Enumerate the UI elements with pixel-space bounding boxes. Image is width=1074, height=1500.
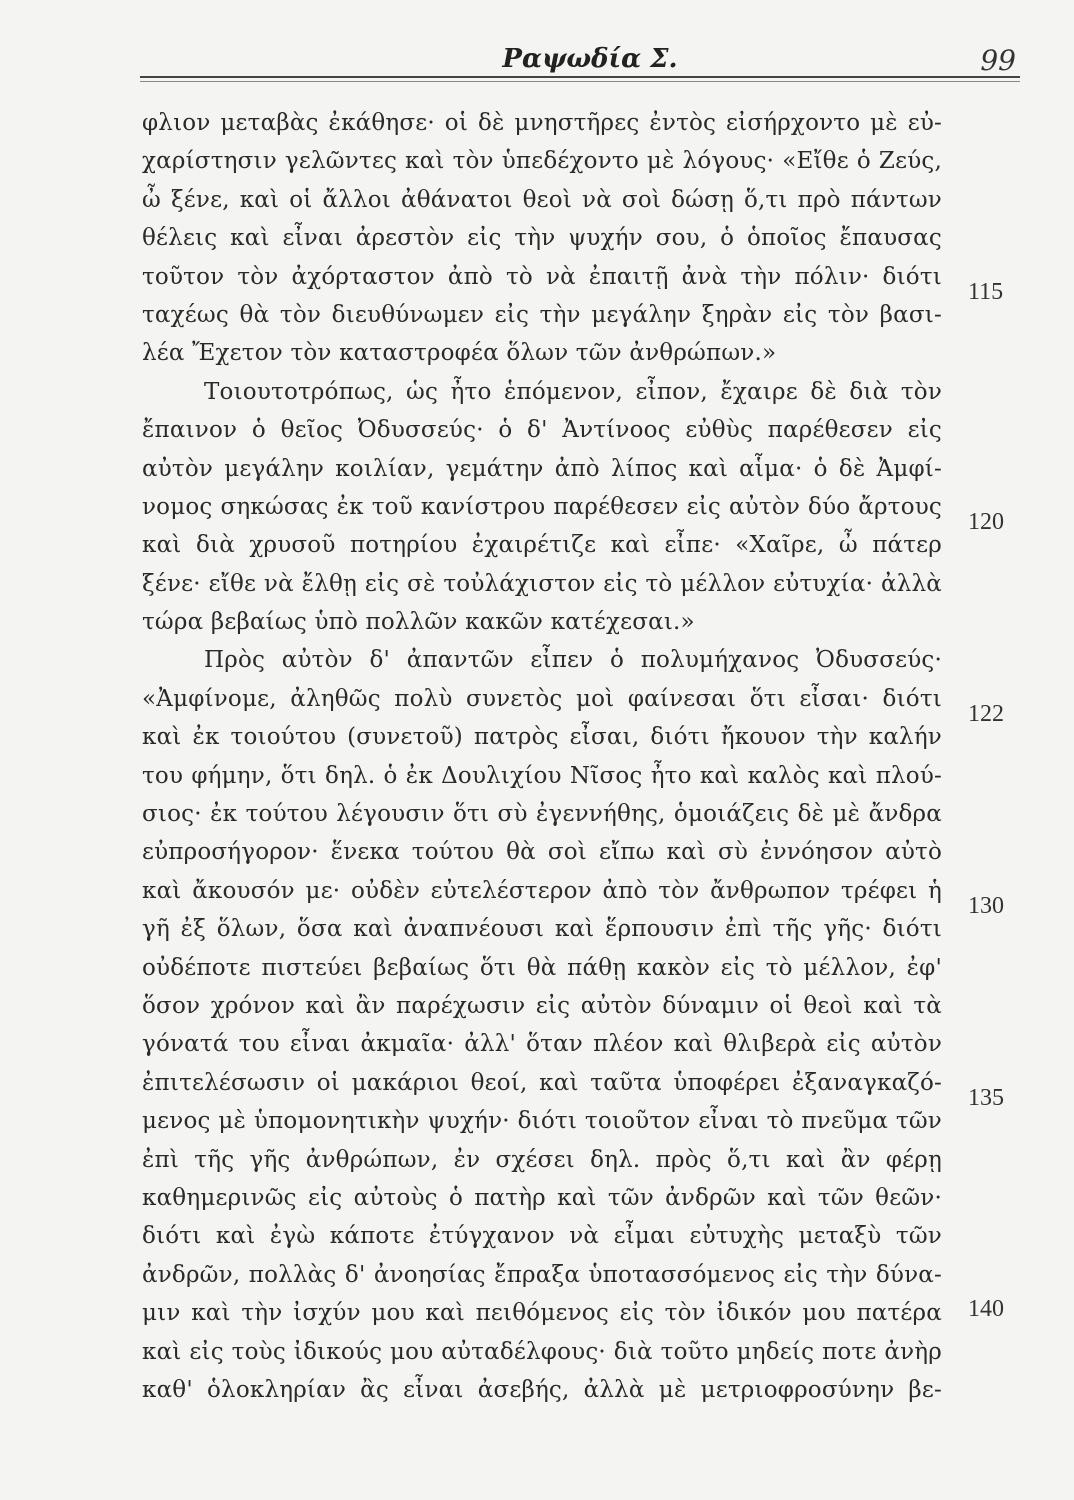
text-line: καὶ εἰς τοὺς ἰδικούς μου αὐταδέλφους· διὰ τοῦτο μηδείς ποτε ἀνὴρ — [142, 1338, 942, 1365]
text-line: «Ἀμφίνομε, ἀληθῶς πολὺ συνετὸς μοὶ φαίνεσαι ὅτι εἶσαι· διότι — [142, 685, 942, 712]
text-line: ἀνδρῶν, πολλὰς δ' ἀνοησίας ἔπραξα ὑποτασσόμενος εἰς τὴν δύνα- — [142, 1261, 942, 1288]
text-line: του φήμην, ὅτι δηλ. ὁ ἐκ Δουλιχίου Νῖσος ἦτο καὶ καλὸς καὶ πλού- — [142, 762, 942, 789]
text-line: καὶ ἐκ τοιούτου (συνετοῦ) πατρὸς εἶσαι, διότι ἤκουον τὴν καλήν — [142, 724, 942, 751]
text-line: εὐπροσήγορον· ἕνεκα τούτου θὰ σοὶ εἴπω καὶ σὺ ἐννόησον αὐτὸ — [142, 839, 942, 866]
running-title: Ραψωδία Σ. — [502, 44, 678, 74]
text-line: καὶ ἄκουσόν με· οὐδὲν εὐτελέστερον ἀπὸ τὸν ἄνθρωπον τρέφει ἡ — [142, 877, 942, 904]
verse-number: 115 — [968, 278, 1004, 305]
text-line: φλιον μεταβὰς ἐκάθησε· οἱ δὲ μνηστῆρες ἐντὸς εἰσήρχοντο μὲ εὐ- — [142, 110, 942, 136]
text-line: Πρὸς αὐτὸν δ' ἀπαντῶν εἶπεν ὁ πολυμήχανος Ὀδυσσεύς· — [204, 647, 942, 674]
text-line: ἐπιτελέσωσιν οἱ μακάριοι θεοί, καὶ ταῦτα ὑποφέρει ἐξαναγκαζό- — [142, 1069, 942, 1096]
text-line: ἔπαινον ὁ θεῖος Ὀδυσσεύς· ὁ δ' Ἀντίνοος εὐθὺς παρέθεσεν εἰς — [142, 417, 942, 444]
text-line: χαρίστησιν γελῶντες καὶ τὸν ὑπεδέχοντο μὲ λόγους· «Εἴθε ὁ Ζεύς, — [142, 148, 942, 175]
text-line: οὐδέποτε πιστεύει βεβαίως ὅτι θὰ πάθῃ κακὸν εἰς τὸ μέλλον, ἐφ' — [142, 954, 942, 981]
verse-number: 120 — [968, 509, 1004, 536]
page-header — [140, 44, 1020, 84]
text-line: ξένε· εἴθε νὰ ἔλθῃ εἰς σὲ τοὐλάχιστον εἰς τὸ μέλλον εὐτυχία· ἀλλὰ — [142, 570, 942, 597]
text-line: σιος· ἐκ τούτου λέγουσιν ὅτι σὺ ἐγεννήθης, ὁμοιάζεις δὲ μὲ ἄνδρα — [142, 801, 942, 828]
text-line: λέα Ἔχετον τὸν καταστροφέα ὅλων τῶν ἀνθρώπων.» — [142, 340, 777, 367]
verse-number: 135 — [968, 1085, 1004, 1112]
header-rule-thin — [140, 81, 1020, 82]
text-line: τοῦτον τὸν ἀχόρταστον ἀπὸ τὸ νὰ ἐπαιτῇ ἀνὰ τὴν πόλιν· διότι — [142, 263, 942, 290]
text-line: καθ' ὁλοκληρίαν ἂς εἶναι ἀσεβής, ἀλλὰ μὲ μετριοφροσύνην βε- — [142, 1376, 942, 1403]
text-line: γῆ ἐξ ὅλων, ὅσα καὶ ἀναπνέουσι καὶ ἕρπουσιν ἐπὶ τῆς γῆς· διότι — [142, 916, 942, 943]
text-line: ὅσον χρόνον καὶ ἂν παρέχωσιν εἰς αὐτὸν δύναμιν οἱ θεοὶ καὶ τὰ — [142, 992, 942, 1019]
verse-number: 130 — [968, 893, 1004, 920]
header-rule — [140, 76, 1020, 78]
text-line: καθημερινῶς εἰς αὐτοὺς ὁ πατὴρ καὶ τῶν ἀνδρῶν καὶ τῶν θεῶν· — [142, 1184, 942, 1211]
text-line: μιν καὶ τὴν ἰσχύν μου καὶ πειθόμενος εἰς τὸν ἰδικόν μου πατέρα — [142, 1300, 942, 1327]
text-line: γόνατά του εἶναι ἀκμαῖα· ἀλλ' ὅταν πλέον καὶ θλιβερὰ εἰς αὐτὸν — [142, 1031, 942, 1058]
text-line: διότι καὶ ἐγὼ κάποτε ἐτύγχανον νὰ εἶμαι εὐτυχὴς μεταξὺ τῶν — [142, 1223, 942, 1250]
text-line: Τοιουτοτρόπως, ὡς ἦτο ἑπόμενον, εἶπον, ἔχαιρε δὲ διὰ τὸν — [204, 378, 942, 405]
text-line: ταχέως θὰ τὸν διευθύνωμεν εἰς τὴν μεγάλην ξηρὰν εἰς τὸν βασι- — [142, 301, 942, 328]
text-line: αὐτὸν μεγάλην κοιλίαν, γεμάτην ἀπὸ λίπος καὶ αἷμα· ὁ δὲ Ἀμφί- — [142, 455, 942, 482]
body-text — [142, 104, 942, 1409]
verse-number: 140 — [968, 1296, 1004, 1323]
text-line: καὶ διὰ χρυσοῦ ποτηρίου ἐχαιρέτιζε καὶ εἶπε· «Χαῖρε, ὦ πάτερ — [142, 532, 942, 559]
text-line: ὦ ξένε, καὶ οἱ ἄλλοι ἀθάνατοι θεοὶ νὰ σοὶ δώσῃ ὅ,τι πρὸ πάντων — [142, 186, 942, 213]
page-number: 99 — [980, 44, 1016, 77]
text-line: ἐπὶ τῆς γῆς ἀνθρώπων, ἐν σχέσει δηλ. πρὸς ὅ,τι καὶ ἂν φέρῃ — [142, 1146, 942, 1173]
text-line: τώρα βεβαίως ὑπὸ πολλῶν κακῶν κατέχεσαι.» — [142, 609, 695, 636]
text-line: νομος σηκώσας ἐκ τοῦ κανίστρου παρέθεσεν εἰς αὐτὸν δύο ἄρτους — [142, 493, 942, 520]
verse-number: 122 — [968, 701, 1004, 728]
text-line: μενος μὲ ὑπομονητικὴν ψυχήν· διότι τοιοῦτον εἶναι τὸ πνεῦμα τῶν — [142, 1108, 942, 1135]
text-line: θέλεις καὶ εἶναι ἀρεστὸν εἰς τὴν ψυχήν σου, ὁ ὁποῖος ἔπαυσας — [142, 225, 942, 252]
